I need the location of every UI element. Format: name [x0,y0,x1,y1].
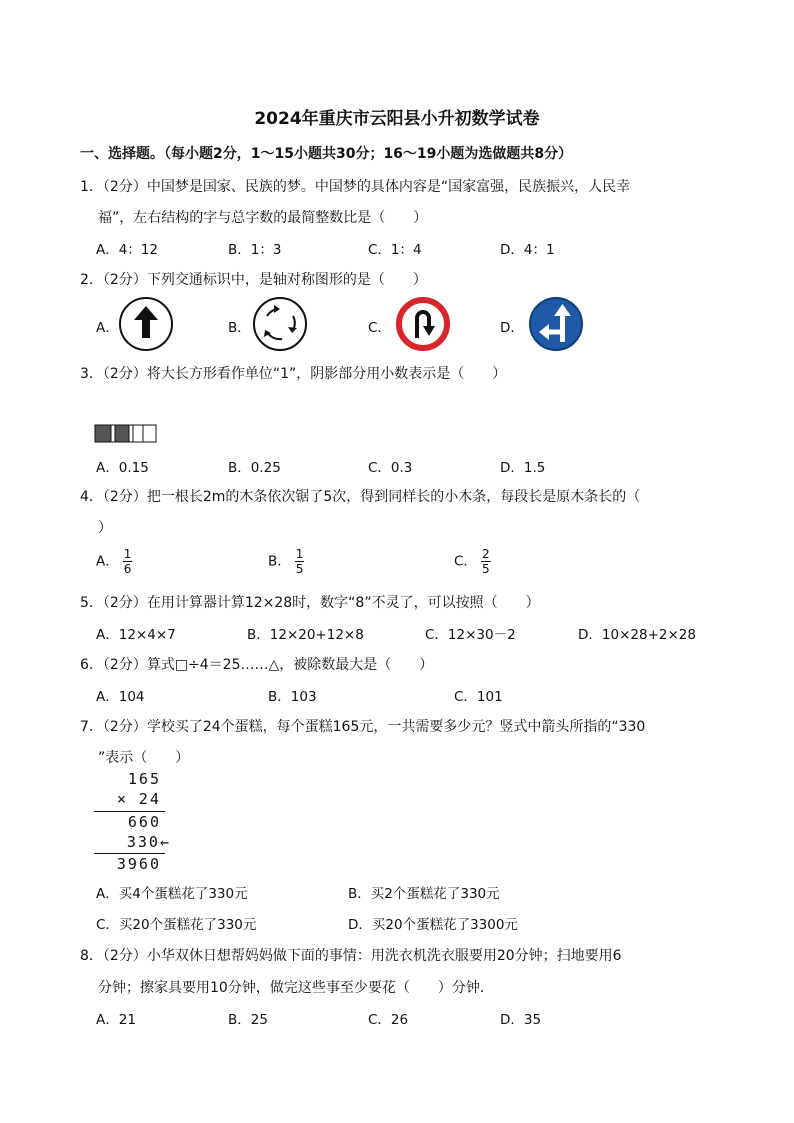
q5-option-b[interactable]: B．12×20+12×8 [247,627,364,643]
calc-rule [94,853,165,854]
section-heading: 一、选择题。（每小题2分，1～15小题共30分；16～19小题为选做题共8分） [80,146,573,162]
q7-option-d[interactable]: D．买20个蛋糕花了3300元 [348,917,518,933]
question-1-text: 1．（2分）中国梦是国家、民族的梦。中国梦的具体内容是“国家富强，民族振兴，人民幸 [80,179,631,195]
q7-option-a[interactable]: A．买4个蛋糕花了330元 [96,886,248,902]
q5-option-c[interactable]: C．12×30－2 [425,627,516,643]
q4-option-a-fraction [123,547,133,576]
calc-row-multiplier: × 24 [116,790,161,808]
q1-option-a[interactable]: A．4：12 [96,242,159,258]
calc-row-product: 3960 [116,855,161,873]
calc-row-partial-1: 660 [127,813,161,831]
question-8-text: 8．（2分）小华双休日想帮妈妈做下面的事情：用洗衣机洗衣服要用20分钟；扫地要用6 [80,948,622,964]
question-7-text: 7．（2分）学校买了24个蛋糕，每个蛋糕165元，一共需要多少元？竖式中箭头所指的“330 [80,719,646,735]
q2-option-c[interactable]: C． [368,320,391,336]
fraction-numerator: 1 [123,547,132,561]
question-5-text: 5．（2分）在用计算器计算12×28时，数字“8”不灵了，可以按照（ ） [80,595,540,611]
unit-rectangle-diagram [94,424,164,444]
fraction-numerator: 2 [481,547,490,561]
q4-option-a-label: A． [96,553,119,570]
q6-option-a[interactable]: A．104 [96,689,145,705]
q6-option-b[interactable]: B．103 [268,689,317,705]
question-7-text-cont: ”表示（ ） [98,750,190,766]
q8-option-c[interactable]: C．26 [368,1012,409,1028]
question-4-text-cont: ） [98,520,112,536]
roundabout-sign-icon [252,296,308,352]
question-6-text: 6．（2分）算式□÷4＝25……△，被除数最大是（ ） [80,657,434,673]
q4-option-b-fraction [295,547,305,576]
q3-option-b[interactable]: B．0.25 [228,460,281,476]
q2-option-d[interactable]: D． [500,320,524,336]
q5-option-a[interactable]: A．12×4×7 [96,627,176,643]
q2-option-b[interactable]: B． [228,320,251,336]
fraction-denominator: 5 [481,562,490,576]
q1-option-b[interactable]: B．1：3 [228,242,282,258]
page-title: 2024年重庆市云阳县小升初数学试卷 [254,109,540,129]
q2-option-a[interactable]: A． [96,320,119,336]
calc-rule [94,811,165,812]
straight-arrow-sign-icon [118,296,174,352]
fraction-numerator: 1 [295,547,304,561]
q8-option-b[interactable]: B．25 [228,1012,268,1028]
question-3-text: 3．（2分）将大长方形看作单位“1”，阴影部分用小数表示是（ ） [80,366,507,382]
calc-row-partial-2: 330← [126,833,171,851]
q8-option-a[interactable]: A．21 [96,1012,136,1028]
calc-row-multiplicand: 165 [127,770,161,788]
q1-option-d[interactable]: D．4：1 [500,242,555,258]
q5-option-d[interactable]: D．10×28+2×28 [578,627,696,643]
q4-option-c-fraction [481,547,491,576]
q1-option-c[interactable]: C．1：4 [368,242,422,258]
q4-option-b-label: B． [268,553,291,570]
q6-option-c[interactable]: C．101 [454,689,503,705]
q8-option-d[interactable]: D．35 [500,1012,542,1028]
vertical-multiplication [92,770,171,873]
no-u-turn-sign-icon [395,296,451,352]
fraction-denominator: 6 [123,562,132,576]
q3-option-c[interactable]: C．0.3 [368,460,413,476]
q7-option-c[interactable]: C．买20个蛋糕花了330元 [96,917,257,933]
straight-or-left-sign-icon [528,296,584,352]
fraction-denominator: 5 [295,562,304,576]
q3-option-d[interactable]: D．1.5 [500,460,546,476]
question-4-text: 4．（2分）把一根长2m的木条依次锯了5次，得到同样长的小木条，每段长是原木条长的（ [80,489,641,505]
q4-option-b[interactable] [268,547,304,576]
question-1-text-cont: 福”，左右结构的字与总字数的最简整数比是（ ） [98,210,428,226]
q7-option-b[interactable]: B．买2个蛋糕花了330元 [348,886,500,902]
question-2-text: 2．（2分）下列交通标识中，是轴对称图形的是（ ） [80,272,427,288]
question-8-text-cont: 分钟；擦家具要用10分钟，做完这些事至少要花（ ）分钟. [98,980,485,996]
q4-option-a[interactable] [96,547,132,576]
q4-option-c[interactable] [454,547,491,576]
q3-option-a[interactable]: A．0.15 [96,460,149,476]
q4-option-c-label: C． [454,553,477,570]
